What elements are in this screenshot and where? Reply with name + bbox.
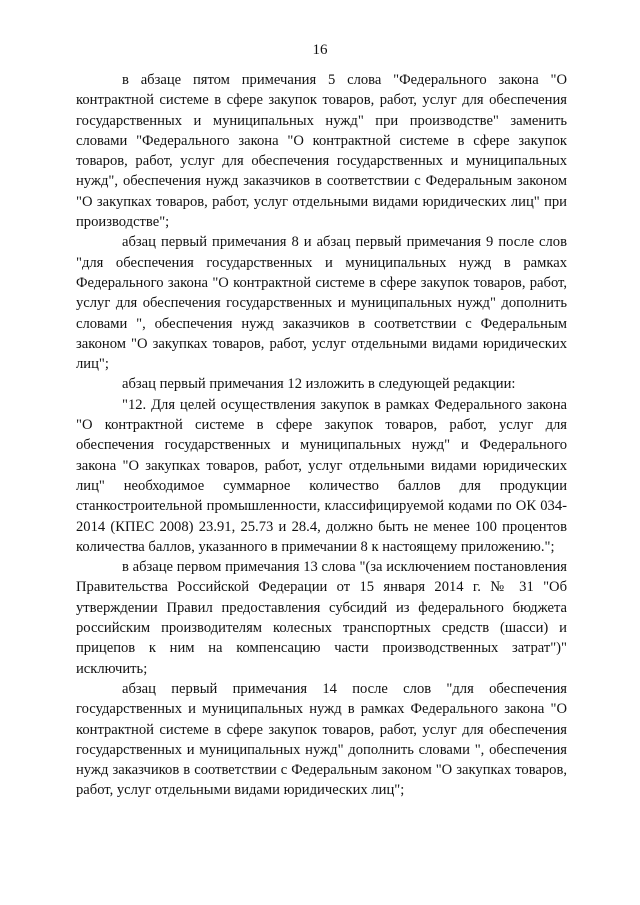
paragraph-note-12-intro: абзац первый примечания 12 изложить в следующей редакции: — [122, 376, 516, 393]
document-body — [76, 70, 567, 801]
paragraph-note-13: в абзаце первом примечания 13 слова "(за исключением постановления Правительства Российской Федерации от 15 января 2014 г. № 31 "Об утверждении Правил предоставления субсидий из федерального бюджета российским производителям колесных транспортных средств (шасси) и прицепов к ним на компенсацию части производственных затрат")" исключить; — [76, 559, 567, 677]
paragraph-note-12-text: "12. Для целей осуществления закупок в рамках Федерального закона "О контрактной системе в сфере закупок товаров, работ, услуг для обеспечения государственных и муниципальных нужд" и Федерального закона "О закупках товаров, работ, услуг отдельными видами юридических лиц" необходимое суммарное количество баллов для продукции станкостроительной промышленности, классифицируемой кодами по ОК 034-2014 (КПЕС 2008) 23.91, 25.73 и 28.4, должно быть не менее 100 процентов количества баллов, указанного в примечании 8 к настоящему приложению."; — [76, 396, 567, 555]
paragraph-notes-8-9: абзац первый примечания 8 и абзац первый примечания 9 после слов "для обеспечения государственных и муниципальных нужд в рамках Федерального закона "О контрактной системе в сфере закупок товаров, работ, услуг для обеспечения государственных и муниципальных нужд" дополнить словами ", обеспечения нужд заказчиков в соответствии с Федеральным законом "О закупках товаров, работ, услуг отдельными видами юридических лиц"; — [76, 234, 567, 373]
paragraph-note-14: абзац первый примечания 14 после слов "для обеспечения государственных и муниципальных нужд в рамках Федерального закона "О контрактной системе в сфере закупок товаров, работ, услуг для обеспечения государственных и муниципальных нужд" дополнить словами ", обеспечения нужд заказчиков в соответствии с Федеральным законом "О закупках товаров, работ, услуг отдельными видами юридических лиц"; — [76, 680, 567, 799]
page-number: 16 — [312, 42, 328, 58]
paragraph-note-5: в абзаце пятом примечания 5 слова "Федерального закона "О контрактной системе в сфере закупок товаров, работ, услуг для обеспечения государственных и муниципальных нужд" при производстве" заменить словами "Федерального закона "О контрактной системе в сфере закупок товаров, работ, услуг для обеспечения государственных и муниципальных нужд", обеспечения нужд заказчиков в соответствии с Федеральным законом "О закупках товаров, работ, услуг отдельными видами юридических лиц" при производстве"; — [76, 72, 567, 231]
